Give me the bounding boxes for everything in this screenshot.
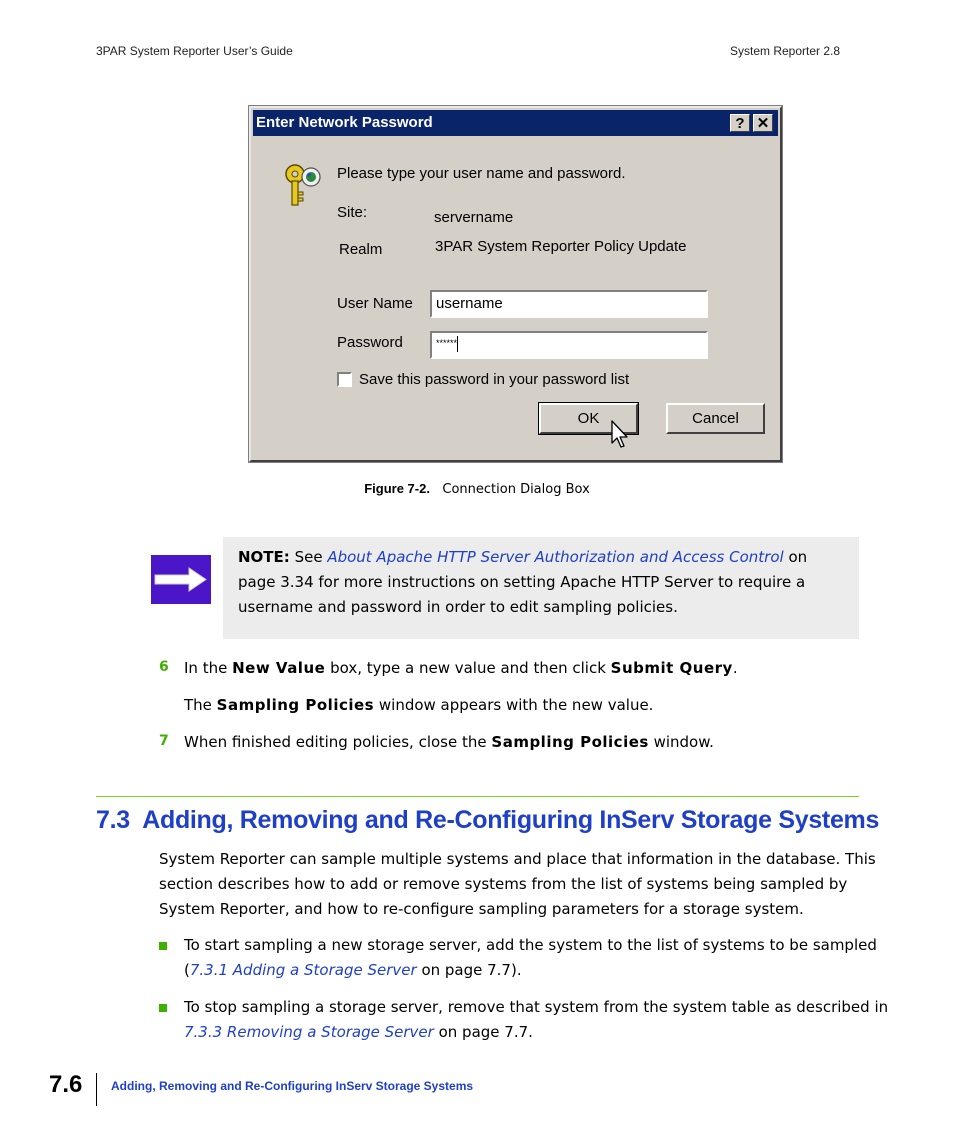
removing-storage-server-link[interactable]: 7.3.3 Removing a Storage Server bbox=[184, 1023, 434, 1041]
note-text bbox=[238, 545, 807, 620]
footer-divider bbox=[96, 1073, 97, 1106]
realm-value: 3PAR System Reporter Policy Update bbox=[435, 238, 687, 255]
note-line1-post: on bbox=[783, 548, 808, 566]
section-heading: 7.3 Adding, Removing and Re-Configuring InServ Storage Systems bbox=[96, 806, 880, 834]
note-line2: page 3.34 for more instructions on setting Apache HTTP Server to require a bbox=[238, 573, 806, 591]
password-input[interactable] bbox=[430, 331, 708, 359]
footer-title: Adding, Removing and Re-Configuring InServ Storage Systems bbox=[111, 1079, 474, 1093]
save-password-checkbox[interactable] bbox=[337, 372, 352, 387]
realm-label: Realm bbox=[339, 241, 383, 258]
ok-button[interactable]: OK bbox=[539, 403, 638, 434]
password-mask: ****** bbox=[436, 338, 458, 348]
step-6-result-post: window appears with the new value. bbox=[374, 696, 654, 714]
section-intro bbox=[159, 847, 876, 922]
note-link[interactable]: About Apache HTTP Server Authorization and Access Control bbox=[327, 548, 784, 566]
dialog-prompt: Please type your user name and password. bbox=[337, 165, 626, 182]
step-number-6: 6 bbox=[159, 659, 169, 675]
key-icon bbox=[281, 160, 327, 210]
text-caret bbox=[457, 336, 458, 352]
step-7-text bbox=[184, 730, 714, 755]
step-number-7: 7 bbox=[159, 733, 169, 749]
help-button[interactable]: ? bbox=[730, 114, 750, 132]
close-button[interactable]: ✕ bbox=[753, 114, 773, 132]
page-number: 7.6 bbox=[49, 1071, 83, 1098]
submit-query-term: Submit Query bbox=[610, 659, 733, 677]
step-7-pre: When finished editing policies, close the bbox=[184, 733, 492, 751]
note-line3: username and password in order to edit sampling policies. bbox=[238, 598, 678, 616]
step-6-pre: In the bbox=[184, 659, 233, 677]
site-value: servername bbox=[434, 209, 514, 226]
step-6-result-pre: The bbox=[184, 696, 217, 714]
username-input[interactable]: username bbox=[430, 290, 708, 318]
figure-text: Connection Dialog Box bbox=[442, 482, 590, 497]
bullet-1-pre: ( bbox=[184, 961, 190, 979]
enter-network-password-dialog bbox=[249, 106, 782, 462]
running-header-left: 3PAR System Reporter User’s Guide bbox=[96, 44, 293, 58]
site-label: Site: bbox=[337, 204, 368, 221]
bullet-1-post: on page 7.7). bbox=[416, 961, 522, 979]
username-label: User Name bbox=[337, 295, 413, 312]
figure-caption bbox=[0, 481, 954, 497]
running-header-right: System Reporter 2.8 bbox=[730, 44, 841, 58]
sampling-policies-term: Sampling Policies bbox=[216, 696, 375, 714]
bullet-2-post: on page 7.7. bbox=[433, 1023, 533, 1041]
intro-line-1: System Reporter can sample multiple systems and place that information in the database. This bbox=[159, 850, 876, 868]
note-label: NOTE: bbox=[238, 548, 290, 566]
intro-line-2: section describes how to add or remove systems from the list of systems being sampled by bbox=[159, 875, 848, 893]
new-value-term: New Value bbox=[232, 659, 326, 677]
bullet-marker bbox=[159, 942, 167, 950]
note-pre: See bbox=[289, 548, 328, 566]
bullet-1-line1: To start sampling a new storage server, add the system to the list of systems to be sampled bbox=[184, 936, 877, 954]
password-label: Password bbox=[337, 334, 403, 351]
sampling-policies-term-2: Sampling Policies bbox=[491, 733, 649, 751]
adding-storage-server-link[interactable]: 7.3.1 Adding a Storage Server bbox=[189, 961, 417, 979]
save-password-label: Save this password in your password list bbox=[359, 371, 630, 388]
cancel-button[interactable]: Cancel bbox=[666, 403, 765, 434]
mouse-cursor-icon bbox=[611, 420, 631, 450]
figure-label: Figure 7-2. bbox=[364, 481, 430, 496]
dialog-titlebar bbox=[253, 110, 778, 136]
bullet-item-1 bbox=[184, 933, 877, 983]
bullet-marker bbox=[159, 1004, 167, 1012]
intro-line-3: System Reporter, and how to re-configure sampling parameters for a storage system. bbox=[159, 900, 804, 918]
step-6-mid: box, type a new value and then click bbox=[325, 659, 611, 677]
section-divider bbox=[96, 796, 859, 797]
step-6-post: . bbox=[732, 659, 738, 677]
step-7-post: window. bbox=[648, 733, 714, 751]
bullet-item-2 bbox=[184, 995, 888, 1045]
step-6-text bbox=[184, 656, 738, 681]
step-6-result-text bbox=[184, 693, 653, 718]
bullet-2-line1: To stop sampling a storage server, remove that system from the system table as described in bbox=[184, 998, 889, 1016]
dialog-title: Enter Network Password bbox=[256, 114, 433, 131]
note-arrow-icon bbox=[151, 555, 211, 604]
